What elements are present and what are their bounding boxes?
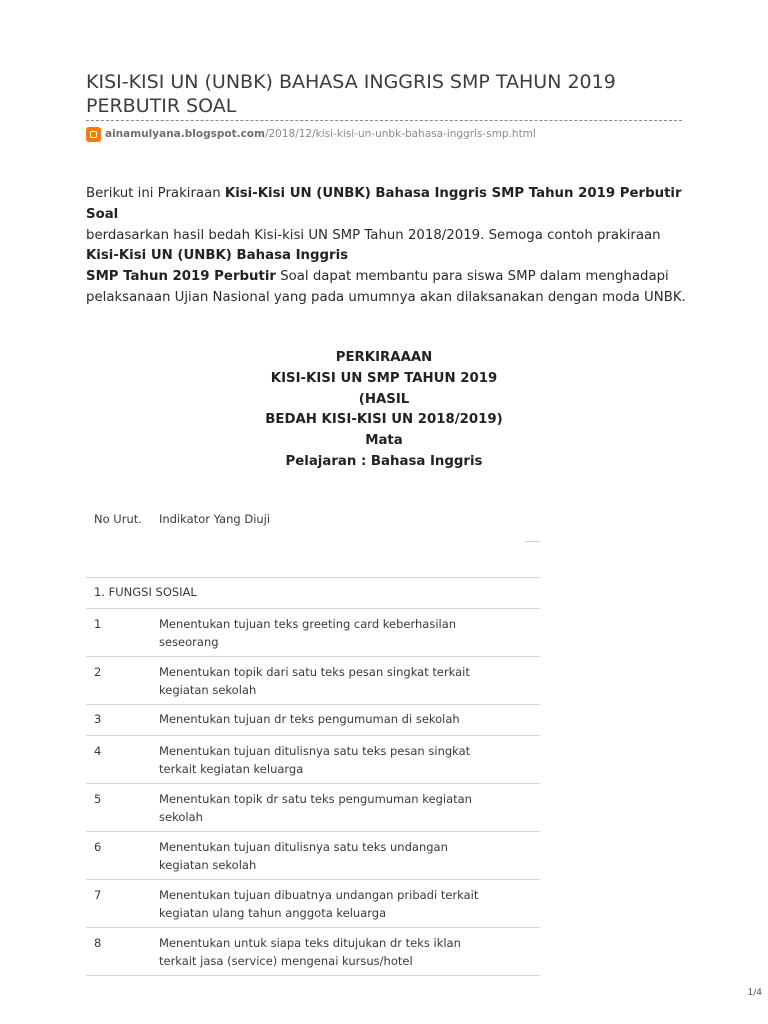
column-header-no: No Urut. [94,512,142,526]
row-indicator: Menentukan topik dari satu teks pesan singkat terkait kegiatan sekolah [159,665,470,697]
table-row [86,928,540,976]
row-number: 8 [94,936,102,950]
table-row [86,736,540,784]
source-domain[interactable]: ainamulyana.blogspot.com [105,128,265,140]
row-indicator: Menentukan tujuan dibuatnya undangan pribadi terkait kegiatan ulang tahun anggota keluarga [159,888,479,920]
table-row [86,880,540,928]
intro-text-3: Soal dapat membantu para siswa SMP dalam menghadapi pelaksanaan Ujian Nasional yang pada umumnya akan dilaksanakan dengan moda UNBK. [86,269,686,305]
source-path[interactable]: /2018/12/kisi-kisi-un-unbk-bahasa-inggris-smp.html [264,128,536,140]
row-indicator: Menentukan tujuan ditulisnya satu teks pesan singkat terkait kegiatan keluarga [159,744,471,776]
heading-line: BEDAH KISI-KISI UN 2018/2019) [265,412,503,428]
table-row [86,609,540,657]
heading-line: Mata [365,433,403,449]
table-row [86,832,540,880]
row-indicator: Menentukan untuk siapa teks ditujukan dr teks iklan terkait jasa (service) mengenai kursus/hotel [159,936,461,968]
intro-text-2: berdasarkan hasil bedah Kisi-kisi UN SMP Tahun 2018/2019. Semoga contoh prakiraan [86,227,661,243]
row-indicator: Menentukan topik dr satu teks pengumuman kegiatan sekolah [159,792,472,824]
heading-line: (HASIL [358,391,410,407]
row-indicator: Menentukan tujuan teks greeting card keberhasilan seseorang [159,617,457,649]
document-title: KISI-KISI UN (UNBK) BAHASA INGGRIS SMP TAHUN 2019 PERBUTIR SOAL [86,71,616,117]
heading-line: Pelajaran : Bahasa Inggris [285,453,483,469]
row-number: 5 [94,792,102,806]
indicator-table [86,577,540,976]
row-indicator: Menentukan tujuan dr teks pengumuman di sekolah [159,712,460,726]
intro-bold-3: SMP Tahun 2019 Perbutir [86,269,276,285]
source-link[interactable] [86,126,536,142]
page-number: 1/4 [747,988,762,998]
table-row [86,657,540,705]
blogger-icon [86,127,101,142]
column-header-indicator: Indikator Yang Diuji [159,512,271,526]
row-number: 2 [94,665,102,679]
heading-line: KISI-KISI UN SMP TAHUN 2019 [270,370,498,386]
divider [526,541,540,542]
table-section-row [86,578,540,609]
row-number: 1 [94,617,102,631]
intro-bold-2: Kisi-Kisi UN (UNBK) Bahasa Inggris [86,248,349,264]
section-label: 1. FUNGSI SOSIAL [94,585,197,599]
intro-paragraph [86,184,686,309]
row-number: 6 [94,840,102,854]
row-indicator: Menentukan tujuan ditulisnya satu teks undangan kegiatan sekolah [159,840,448,872]
row-number: 3 [94,712,102,726]
section-heading [86,348,682,473]
row-number: 7 [94,888,102,902]
intro-text-1: Berikut ini Prakiraan [86,186,225,201]
table-row [86,705,540,736]
heading-line: PERKIRAAAN [335,350,433,365]
row-number: 4 [94,744,102,758]
title-divider [86,120,682,121]
intro-bold-1: Kisi-Kisi UN (UNBK) Bahasa Inggris SMP Tahun 2019 Perbutir Soal [86,186,682,222]
table-row [86,784,540,832]
